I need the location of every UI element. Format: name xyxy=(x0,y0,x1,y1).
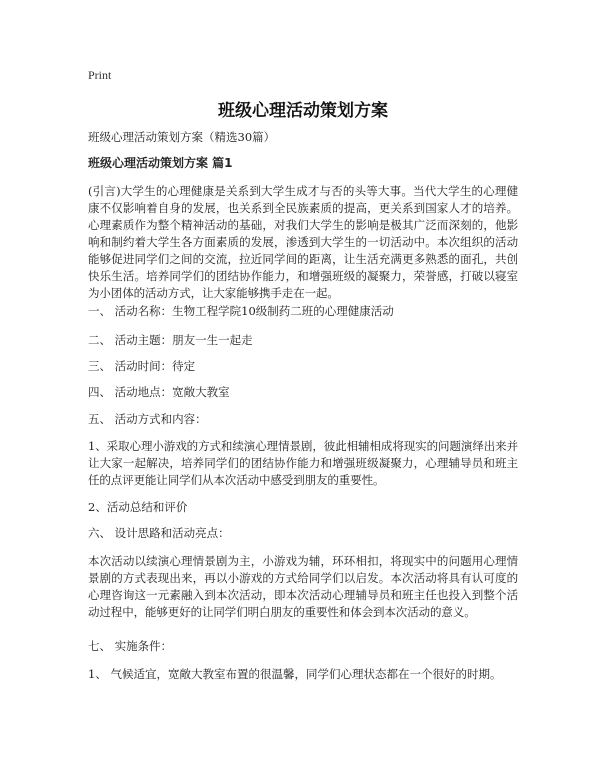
activity-theme-item: 二、 活动主题：朋友一生一起走 xyxy=(88,333,253,347)
page-title: 班级心理活动策划方案 xyxy=(218,101,388,121)
activity-location-item: 四、 活动地点：宽敞大教室 xyxy=(88,385,230,399)
print-link[interactable]: Print xyxy=(88,68,112,82)
design-paragraph: 本次活动以续演心理情景剧为主，小游戏为辅，环环相扣，将现实中的问题用心理情景剧的方式表现出来，再以小游戏的方式给同学们以启发。本次活动将具有认可度的心理咨询这一元素融入到本次活动，即本次活动心理辅导员和班主任也投入到整个活动过程中，能够更好的让同学们明白朋友的重要性和体会到本次活动的意义。 xyxy=(88,554,518,619)
document-subtitle: 班级心理活动策划方案（精选30篇） xyxy=(88,130,276,144)
design-ideas-item: 六、 设计思路和活动亮点： xyxy=(88,526,230,540)
method-paragraph: 1、采取心理小游戏的方式和续演心理情景剧，彼此相辅相成将现实的问题演绎出来并让大家一起解决，培养同学们的团结协作能力和增强班级凝聚力，心理辅导员和班主任的点评更能让同学们从本次活动中感受到朋友的重要性。 xyxy=(88,439,518,487)
activity-name-item: 一、 活动名称：生物工程学院10级制药二班的心理健康活动 xyxy=(88,304,394,318)
activity-method-item: 五、 活动方式和内容： xyxy=(88,412,207,426)
section-heading: 班级心理活动策划方案 篇1 xyxy=(88,156,233,170)
intro-paragraph: (引言)大学生的心理健康是关系到大学生成才与否的头等大事。当代大学生的心理健康不仅影响着自身的发展，也关系到全民族素质的提高，更关系到国家人才的培养。心理素质作为整个精神活动的基础，对我们大学生的影响是极其广泛而深刻的，他影响和制约着大学生各方面素质的发展，渗透到大学生的一切活动中。本次组织的活动能够促进同学们之间的交流，拉近同学间的距离，让生活充满更多熟悉的面孔，共创快乐生活。培养同学们的团结协作能力，和增强班级的凝聚力，荣誉感，打破以寝室为小团体的活动方式，让大家能够携手走在一起。 xyxy=(88,184,518,300)
condition-1-item: 1、 气候适宜，宽敞大教室布置的很温馨，同学们心理状态都在一个很好的时期。 xyxy=(88,667,502,681)
conditions-item: 七、 实施条件： xyxy=(88,639,173,653)
activity-time-item: 三、 活动时间：待定 xyxy=(88,359,196,373)
summary-item: 2、活动总结和评价 xyxy=(88,500,188,514)
